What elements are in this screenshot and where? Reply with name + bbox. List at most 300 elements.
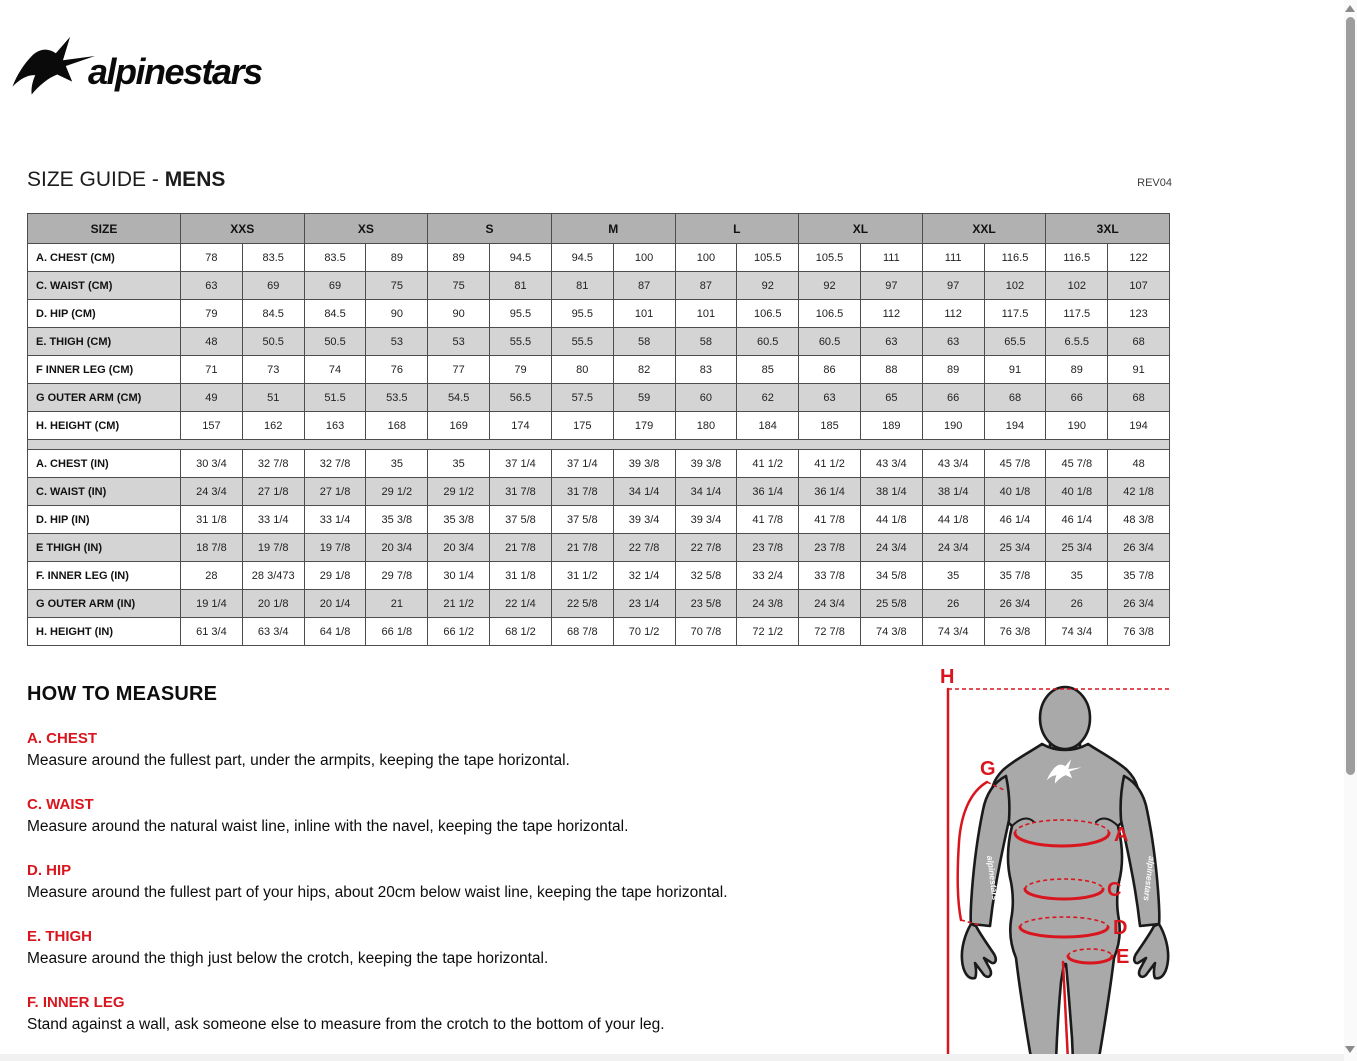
size-value-cell: 101 bbox=[613, 300, 675, 328]
size-value-cell: 34 5/8 bbox=[860, 562, 922, 590]
size-value-cell: 61 3/4 bbox=[181, 618, 243, 646]
figure-head bbox=[1040, 687, 1090, 749]
size-value-cell: 63 bbox=[860, 328, 922, 356]
size-value-cell: 122 bbox=[1108, 244, 1170, 272]
measure-item bbox=[27, 730, 927, 770]
size-column-header: XL bbox=[799, 214, 923, 244]
size-value-cell: 68 bbox=[1108, 384, 1170, 412]
table-row bbox=[28, 534, 1170, 562]
size-value-cell: 83.5 bbox=[304, 244, 366, 272]
diagram-label-height: H bbox=[940, 666, 955, 688]
size-value-cell: 81 bbox=[551, 272, 613, 300]
size-value-cell: 117.5 bbox=[984, 300, 1046, 328]
size-value-cell: 175 bbox=[551, 412, 613, 440]
size-value-cell: 21 bbox=[366, 590, 428, 618]
size-value-cell: 29 1/2 bbox=[428, 478, 490, 506]
size-value-cell: 106.5 bbox=[799, 300, 861, 328]
size-value-cell: 21 7/8 bbox=[490, 534, 552, 562]
size-value-cell: 24 3/4 bbox=[860, 534, 922, 562]
size-value-cell: 68 7/8 bbox=[551, 618, 613, 646]
size-value-cell: 163 bbox=[304, 412, 366, 440]
size-value-cell: 79 bbox=[490, 356, 552, 384]
table-row bbox=[28, 562, 1170, 590]
how-to-measure-section bbox=[27, 683, 927, 1060]
size-value-cell: 48 3/8 bbox=[1108, 506, 1170, 534]
size-value-cell: 89 bbox=[1046, 356, 1108, 384]
size-value-cell: 46 1/4 bbox=[984, 506, 1046, 534]
size-value-cell: 37 5/8 bbox=[551, 506, 613, 534]
row-label: H. HEIGHT (CM) bbox=[28, 412, 181, 440]
size-value-cell: 38 1/4 bbox=[860, 478, 922, 506]
size-value-cell: 24 3/4 bbox=[799, 590, 861, 618]
how-to-measure-heading: HOW TO MEASURE bbox=[27, 683, 218, 705]
size-value-cell: 87 bbox=[675, 272, 737, 300]
size-value-cell: 91 bbox=[984, 356, 1046, 384]
size-value-cell: 97 bbox=[860, 272, 922, 300]
size-value-cell: 24 3/4 bbox=[922, 534, 984, 562]
size-value-cell: 21 7/8 bbox=[551, 534, 613, 562]
size-value-cell: 55.5 bbox=[490, 328, 552, 356]
size-value-cell: 51 bbox=[242, 384, 304, 412]
size-value-cell: 78 bbox=[181, 244, 243, 272]
size-value-cell: 189 bbox=[860, 412, 922, 440]
size-column-header: S bbox=[428, 214, 552, 244]
size-value-cell: 37 1/4 bbox=[551, 450, 613, 478]
size-value-cell: 29 7/8 bbox=[366, 562, 428, 590]
size-value-cell: 23 7/8 bbox=[737, 534, 799, 562]
size-value-cell: 190 bbox=[922, 412, 984, 440]
row-label: C. WAIST (IN) bbox=[28, 478, 181, 506]
size-value-cell: 123 bbox=[1108, 300, 1170, 328]
size-value-cell: 86 bbox=[799, 356, 861, 384]
row-label: G OUTER ARM (CM) bbox=[28, 384, 181, 412]
size-value-cell: 70 1/2 bbox=[613, 618, 675, 646]
size-value-cell: 80 bbox=[551, 356, 613, 384]
size-value-cell: 21 1/2 bbox=[428, 590, 490, 618]
size-value-cell: 73 bbox=[242, 356, 304, 384]
measure-item bbox=[27, 796, 927, 836]
size-value-cell: 62 bbox=[737, 384, 799, 412]
row-label: E. THIGH (CM) bbox=[28, 328, 181, 356]
table-row bbox=[28, 300, 1170, 328]
size-value-cell: 77 bbox=[428, 356, 490, 384]
section-separator-cell bbox=[28, 440, 1170, 450]
size-value-cell: 37 1/4 bbox=[490, 450, 552, 478]
size-value-cell: 44 1/8 bbox=[860, 506, 922, 534]
size-value-cell: 32 7/8 bbox=[304, 450, 366, 478]
diagram-label-thigh: E bbox=[1116, 946, 1130, 968]
size-value-cell: 39 3/8 bbox=[675, 450, 737, 478]
measure-item bbox=[27, 862, 927, 902]
size-value-cell: 53 bbox=[428, 328, 490, 356]
size-value-cell: 54.5 bbox=[428, 384, 490, 412]
row-label: E THIGH (IN) bbox=[28, 534, 181, 562]
size-value-cell: 45 7/8 bbox=[1046, 450, 1108, 478]
size-value-cell: 42 1/8 bbox=[1108, 478, 1170, 506]
size-value-cell: 60 bbox=[675, 384, 737, 412]
size-value-cell: 71 bbox=[181, 356, 243, 384]
measure-item-text: Measure around the natural waist line, inline with the navel, keeping the tape horizontal. bbox=[27, 818, 629, 835]
size-value-cell: 40 1/8 bbox=[984, 478, 1046, 506]
size-value-cell: 55.5 bbox=[551, 328, 613, 356]
size-value-cell: 50.5 bbox=[304, 328, 366, 356]
size-value-cell: 74 bbox=[304, 356, 366, 384]
size-value-cell: 190 bbox=[1046, 412, 1108, 440]
size-value-cell: 88 bbox=[860, 356, 922, 384]
size-value-cell: 90 bbox=[428, 300, 490, 328]
size-value-cell: 35 bbox=[366, 450, 428, 478]
size-value-cell: 179 bbox=[613, 412, 675, 440]
size-value-cell: 26 3/4 bbox=[984, 590, 1046, 618]
row-label: G OUTER ARM (IN) bbox=[28, 590, 181, 618]
size-value-cell: 83.5 bbox=[242, 244, 304, 272]
size-value-cell: 117.5 bbox=[1046, 300, 1108, 328]
size-column-header: XXS bbox=[181, 214, 305, 244]
size-value-cell: 19 7/8 bbox=[304, 534, 366, 562]
size-value-cell: 59 bbox=[613, 384, 675, 412]
table-row bbox=[28, 272, 1170, 300]
size-value-cell: 31 7/8 bbox=[551, 478, 613, 506]
size-value-cell: 58 bbox=[675, 328, 737, 356]
size-value-cell: 184 bbox=[737, 412, 799, 440]
measure-item-title: D. HIP bbox=[27, 862, 72, 879]
size-value-cell: 66 1/8 bbox=[366, 618, 428, 646]
size-value-cell: 22 7/8 bbox=[613, 534, 675, 562]
measure-item-title: F. INNER LEG bbox=[27, 994, 125, 1011]
size-value-cell: 102 bbox=[1046, 272, 1108, 300]
page-title bbox=[27, 168, 225, 192]
size-value-cell: 33 1/4 bbox=[242, 506, 304, 534]
size-value-cell: 70 7/8 bbox=[675, 618, 737, 646]
size-value-cell: 194 bbox=[984, 412, 1046, 440]
size-value-cell: 63 bbox=[181, 272, 243, 300]
size-value-cell: 58 bbox=[613, 328, 675, 356]
figure-left-arm bbox=[971, 776, 1010, 926]
size-value-cell: 85 bbox=[737, 356, 799, 384]
size-value-cell: 56.5 bbox=[490, 384, 552, 412]
size-value-cell: 32 7/8 bbox=[242, 450, 304, 478]
table-row bbox=[28, 356, 1170, 384]
size-value-cell: 35 bbox=[1046, 562, 1108, 590]
size-value-cell: 87 bbox=[613, 272, 675, 300]
size-value-cell: 105.5 bbox=[799, 244, 861, 272]
size-value-cell: 89 bbox=[922, 356, 984, 384]
size-value-cell: 72 7/8 bbox=[799, 618, 861, 646]
table-row bbox=[28, 412, 1170, 440]
scroll-down-button[interactable] bbox=[1345, 1046, 1355, 1053]
size-value-cell: 100 bbox=[675, 244, 737, 272]
size-value-cell: 45 7/8 bbox=[984, 450, 1046, 478]
row-label: A. CHEST (IN) bbox=[28, 450, 181, 478]
size-value-cell: 19 1/4 bbox=[181, 590, 243, 618]
size-value-cell: 94.5 bbox=[551, 244, 613, 272]
diagram-label-hip: D bbox=[1113, 917, 1128, 939]
size-value-cell: 33 2/4 bbox=[737, 562, 799, 590]
size-value-cell: 92 bbox=[737, 272, 799, 300]
size-value-cell: 31 7/8 bbox=[490, 478, 552, 506]
table-row bbox=[28, 384, 1170, 412]
size-value-cell: 111 bbox=[922, 244, 984, 272]
size-column-header: XS bbox=[304, 214, 428, 244]
size-value-cell: 20 1/4 bbox=[304, 590, 366, 618]
row-label: D. HIP (IN) bbox=[28, 506, 181, 534]
figure-right-arm bbox=[1121, 776, 1160, 926]
size-value-cell: 35 3/8 bbox=[428, 506, 490, 534]
size-value-cell: 53 bbox=[366, 328, 428, 356]
left-forearm-brand-text: alpinestars bbox=[985, 855, 1001, 901]
size-value-cell: 69 bbox=[242, 272, 304, 300]
size-value-cell: 28 bbox=[181, 562, 243, 590]
size-value-cell: 35 7/8 bbox=[984, 562, 1046, 590]
size-column-header: L bbox=[675, 214, 799, 244]
size-value-cell: 94.5 bbox=[490, 244, 552, 272]
size-value-cell: 26 bbox=[922, 590, 984, 618]
size-guide-table-wrap bbox=[27, 213, 1170, 646]
measure-item-title: C. WAIST bbox=[27, 796, 94, 813]
body-figure-svg bbox=[930, 660, 1180, 1061]
size-value-cell: 82 bbox=[613, 356, 675, 384]
size-value-cell: 32 5/8 bbox=[675, 562, 737, 590]
size-value-cell: 24 3/4 bbox=[181, 478, 243, 506]
size-value-cell: 41 7/8 bbox=[799, 506, 861, 534]
section-separator-row bbox=[28, 440, 1170, 450]
size-column-header: SIZE bbox=[28, 214, 181, 244]
size-value-cell: 32 1/4 bbox=[613, 562, 675, 590]
size-value-cell: 26 3/4 bbox=[1108, 590, 1170, 618]
size-value-cell: 36 1/4 bbox=[737, 478, 799, 506]
table-row bbox=[28, 618, 1170, 646]
size-value-cell: 60.5 bbox=[737, 328, 799, 356]
table-row bbox=[28, 478, 1170, 506]
size-value-cell: 18 7/8 bbox=[181, 534, 243, 562]
size-value-cell: 30 3/4 bbox=[181, 450, 243, 478]
size-value-cell: 95.5 bbox=[551, 300, 613, 328]
size-value-cell: 194 bbox=[1108, 412, 1170, 440]
size-value-cell: 29 1/2 bbox=[366, 478, 428, 506]
measure-item-text: Stand against a wall, ask someone else to measure from the crotch to the bottom of your leg. bbox=[27, 1016, 665, 1033]
size-value-cell: 81 bbox=[490, 272, 552, 300]
scroll-up-button[interactable] bbox=[1345, 5, 1355, 12]
size-value-cell: 20 3/4 bbox=[428, 534, 490, 562]
size-value-cell: 90 bbox=[366, 300, 428, 328]
size-value-cell: 36 1/4 bbox=[799, 478, 861, 506]
figure-left-hand bbox=[962, 924, 996, 978]
size-value-cell: 6.5.5 bbox=[1046, 328, 1108, 356]
size-column-header: M bbox=[551, 214, 675, 244]
size-value-cell: 37 5/8 bbox=[490, 506, 552, 534]
table-row bbox=[28, 590, 1170, 618]
size-value-cell: 23 7/8 bbox=[799, 534, 861, 562]
size-value-cell: 27 1/8 bbox=[242, 478, 304, 506]
size-value-cell: 51.5 bbox=[304, 384, 366, 412]
size-value-cell: 92 bbox=[799, 272, 861, 300]
size-value-cell: 162 bbox=[242, 412, 304, 440]
size-value-cell: 31 1/8 bbox=[490, 562, 552, 590]
size-value-cell: 27 1/8 bbox=[304, 478, 366, 506]
size-value-cell: 63 bbox=[799, 384, 861, 412]
size-value-cell: 65.5 bbox=[984, 328, 1046, 356]
row-label: D. HIP (CM) bbox=[28, 300, 181, 328]
size-value-cell: 43 3/4 bbox=[922, 450, 984, 478]
size-value-cell: 41 1/2 bbox=[799, 450, 861, 478]
size-value-cell: 75 bbox=[366, 272, 428, 300]
measure-item-title: A. CHEST bbox=[27, 730, 98, 747]
size-value-cell: 44 1/8 bbox=[922, 506, 984, 534]
size-value-cell: 112 bbox=[860, 300, 922, 328]
page-title-gender: MENS bbox=[164, 168, 226, 191]
size-value-cell: 33 1/4 bbox=[304, 506, 366, 534]
size-value-cell: 83 bbox=[675, 356, 737, 384]
size-value-cell: 66 bbox=[922, 384, 984, 412]
size-value-cell: 100 bbox=[613, 244, 675, 272]
size-value-cell: 31 1/8 bbox=[181, 506, 243, 534]
figure-right-hand bbox=[1134, 924, 1168, 978]
size-value-cell: 72 1/2 bbox=[737, 618, 799, 646]
measure-item bbox=[27, 928, 927, 968]
row-label: H. HEIGHT (IN) bbox=[28, 618, 181, 646]
revision-label: REV04 bbox=[1137, 177, 1172, 189]
size-value-cell: 19 7/8 bbox=[242, 534, 304, 562]
size-value-cell: 25 5/8 bbox=[860, 590, 922, 618]
table-row bbox=[28, 244, 1170, 272]
size-value-cell: 75 bbox=[428, 272, 490, 300]
size-value-cell: 89 bbox=[366, 244, 428, 272]
size-value-cell: 39 3/8 bbox=[613, 450, 675, 478]
table-row bbox=[28, 506, 1170, 534]
size-value-cell: 41 1/2 bbox=[737, 450, 799, 478]
right-forearm-brand-text: alpinestars bbox=[1141, 855, 1157, 902]
window-bottom-edge bbox=[0, 1054, 1344, 1061]
size-value-cell: 22 5/8 bbox=[551, 590, 613, 618]
logo-text: alpinestars bbox=[88, 51, 262, 92]
table-row bbox=[28, 328, 1170, 356]
size-value-cell: 39 3/4 bbox=[675, 506, 737, 534]
size-value-cell: 35 7/8 bbox=[1108, 562, 1170, 590]
size-value-cell: 107 bbox=[1108, 272, 1170, 300]
table-header-row bbox=[28, 214, 1170, 244]
size-guide-table bbox=[27, 213, 1170, 646]
size-value-cell: 76 3/8 bbox=[984, 618, 1046, 646]
size-value-cell: 66 1/2 bbox=[428, 618, 490, 646]
size-value-cell: 63 3/4 bbox=[242, 618, 304, 646]
size-value-cell: 23 5/8 bbox=[675, 590, 737, 618]
diagram-label-waist: C bbox=[1107, 879, 1122, 901]
size-value-cell: 20 3/4 bbox=[366, 534, 428, 562]
size-value-cell: 31 1/2 bbox=[551, 562, 613, 590]
size-value-cell: 168 bbox=[366, 412, 428, 440]
size-value-cell: 74 3/8 bbox=[860, 618, 922, 646]
size-value-cell: 22 1/4 bbox=[490, 590, 552, 618]
size-value-cell: 68 bbox=[984, 384, 1046, 412]
size-value-cell: 23 1/4 bbox=[613, 590, 675, 618]
size-value-cell: 57.5 bbox=[551, 384, 613, 412]
alpinestars-star-icon bbox=[10, 34, 96, 98]
size-value-cell: 34 1/4 bbox=[675, 478, 737, 506]
size-value-cell: 28 3/473 bbox=[242, 562, 304, 590]
size-value-cell: 41 7/8 bbox=[737, 506, 799, 534]
size-value-cell: 84.5 bbox=[304, 300, 366, 328]
size-value-cell: 50.5 bbox=[242, 328, 304, 356]
size-value-cell: 35 bbox=[428, 450, 490, 478]
size-value-cell: 116.5 bbox=[984, 244, 1046, 272]
size-value-cell: 30 1/4 bbox=[428, 562, 490, 590]
measure-item-text: Measure around the fullest part of your hips, about 20cm below waist line, keeping the tape horizontal. bbox=[27, 884, 728, 901]
size-value-cell: 22 7/8 bbox=[675, 534, 737, 562]
size-value-cell: 69 bbox=[304, 272, 366, 300]
size-value-cell: 53.5 bbox=[366, 384, 428, 412]
size-value-cell: 91 bbox=[1108, 356, 1170, 384]
size-value-cell: 97 bbox=[922, 272, 984, 300]
size-value-cell: 157 bbox=[181, 412, 243, 440]
table-row bbox=[28, 450, 1170, 478]
diagram-label-chest: A bbox=[1114, 824, 1129, 846]
size-value-cell: 111 bbox=[860, 244, 922, 272]
size-value-cell: 38 1/4 bbox=[922, 478, 984, 506]
size-value-cell: 39 3/4 bbox=[613, 506, 675, 534]
size-value-cell: 102 bbox=[984, 272, 1046, 300]
size-value-cell: 174 bbox=[490, 412, 552, 440]
size-value-cell: 26 bbox=[1046, 590, 1108, 618]
vertical-scrollbar[interactable] bbox=[1344, 0, 1357, 1061]
size-value-cell: 49 bbox=[181, 384, 243, 412]
diagram-label-outer-arm: G bbox=[980, 758, 996, 780]
size-value-cell: 76 bbox=[366, 356, 428, 384]
size-value-cell: 33 7/8 bbox=[799, 562, 861, 590]
size-value-cell: 89 bbox=[428, 244, 490, 272]
size-value-cell: 64 1/8 bbox=[304, 618, 366, 646]
size-value-cell: 60.5 bbox=[799, 328, 861, 356]
size-value-cell: 40 1/8 bbox=[1046, 478, 1108, 506]
measure-item-text: Measure around the fullest part, under the armpits, keeping the tape horizontal. bbox=[27, 752, 570, 769]
size-value-cell: 34 1/4 bbox=[613, 478, 675, 506]
size-value-cell: 63 bbox=[922, 328, 984, 356]
size-value-cell: 48 bbox=[1108, 450, 1170, 478]
size-value-cell: 26 3/4 bbox=[1108, 534, 1170, 562]
alpinestars-logo bbox=[10, 34, 262, 98]
row-label: F INNER LEG (CM) bbox=[28, 356, 181, 384]
size-value-cell: 24 3/8 bbox=[737, 590, 799, 618]
size-value-cell: 25 3/4 bbox=[984, 534, 1046, 562]
size-value-cell: 35 bbox=[922, 562, 984, 590]
size-value-cell: 43 3/4 bbox=[860, 450, 922, 478]
row-label: C. WAIST (CM) bbox=[28, 272, 181, 300]
scroll-thumb[interactable] bbox=[1346, 17, 1355, 775]
row-label: A. CHEST (CM) bbox=[28, 244, 181, 272]
measure-item bbox=[27, 994, 927, 1034]
size-value-cell: 116.5 bbox=[1046, 244, 1108, 272]
size-value-cell: 20 1/8 bbox=[242, 590, 304, 618]
measure-item-text: Measure around the thigh just below the crotch, keeping the tape horizontal. bbox=[27, 950, 549, 967]
size-value-cell: 169 bbox=[428, 412, 490, 440]
page-title-prefix: SIZE GUIDE - bbox=[27, 168, 165, 191]
size-value-cell: 101 bbox=[675, 300, 737, 328]
size-value-cell: 68 1/2 bbox=[490, 618, 552, 646]
size-value-cell: 29 1/8 bbox=[304, 562, 366, 590]
measurement-diagram bbox=[930, 660, 1180, 1061]
size-value-cell: 106.5 bbox=[737, 300, 799, 328]
size-value-cell: 46 1/4 bbox=[1046, 506, 1108, 534]
size-value-cell: 35 3/8 bbox=[366, 506, 428, 534]
size-value-cell: 66 bbox=[1046, 384, 1108, 412]
size-value-cell: 74 3/4 bbox=[922, 618, 984, 646]
size-column-header: XXL bbox=[922, 214, 1046, 244]
size-value-cell: 74 3/4 bbox=[1046, 618, 1108, 646]
size-value-cell: 79 bbox=[181, 300, 243, 328]
size-value-cell: 84.5 bbox=[242, 300, 304, 328]
size-value-cell: 185 bbox=[799, 412, 861, 440]
size-value-cell: 48 bbox=[181, 328, 243, 356]
size-value-cell: 105.5 bbox=[737, 244, 799, 272]
